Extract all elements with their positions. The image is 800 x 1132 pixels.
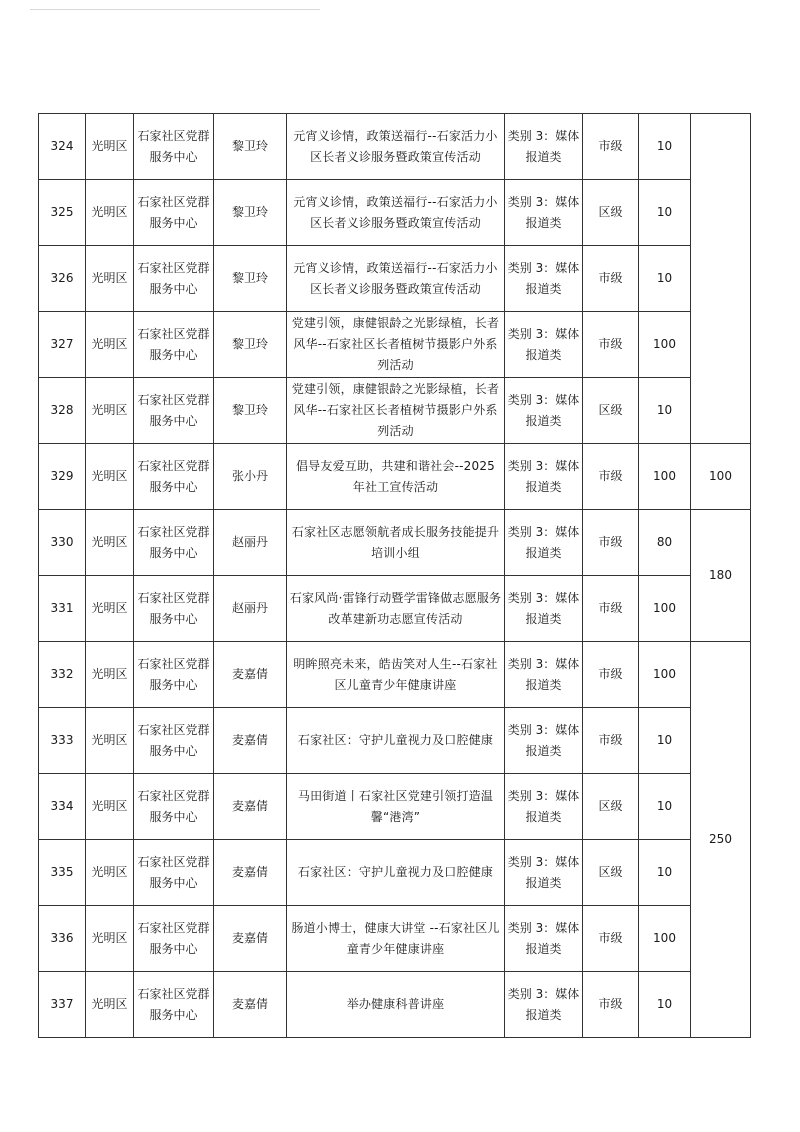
unit-cell: 石家社区党群服务中心 (134, 180, 214, 246)
score-cell: 10 (639, 180, 691, 246)
score-cell: 10 (639, 246, 691, 312)
score-cell: 10 (639, 972, 691, 1038)
row-number: 332 (39, 642, 86, 708)
activity-cell: 倡导友爱互助，共建和谐社会--2025 年社工宣传活动 (287, 444, 505, 510)
table-row (39, 114, 751, 180)
district-cell: 光明区 (86, 840, 134, 906)
score-cell: 100 (639, 576, 691, 642)
table-row (39, 576, 751, 642)
category-cell: 类别 3：媒体报道类 (505, 444, 583, 510)
score-cell: 10 (639, 708, 691, 774)
score-cell: 100 (639, 906, 691, 972)
score-table (38, 113, 751, 1038)
score-cell: 100 (639, 312, 691, 378)
level-cell: 市级 (583, 312, 639, 378)
unit-cell: 石家社区党群服务中心 (134, 312, 214, 378)
table-row (39, 246, 751, 312)
category-cell: 类别 3：媒体报道类 (505, 246, 583, 312)
table-row (39, 972, 751, 1038)
person-cell: 黎卫玲 (214, 114, 287, 180)
row-number: 331 (39, 576, 86, 642)
district-cell: 光明区 (86, 576, 134, 642)
level-cell: 市级 (583, 576, 639, 642)
unit-cell: 石家社区党群服务中心 (134, 906, 214, 972)
category-cell: 类别 3：媒体报道类 (505, 972, 583, 1038)
level-cell: 市级 (583, 246, 639, 312)
category-cell: 类别 3：媒体报道类 (505, 510, 583, 576)
category-cell: 类别 3：媒体报道类 (505, 576, 583, 642)
person-cell: 张小丹 (214, 444, 287, 510)
unit-cell: 石家社区党群服务中心 (134, 708, 214, 774)
row-number: 329 (39, 444, 86, 510)
row-number: 335 (39, 840, 86, 906)
category-cell: 类别 3：媒体报道类 (505, 642, 583, 708)
district-cell: 光明区 (86, 246, 134, 312)
person-cell: 麦嘉倩 (214, 906, 287, 972)
person-cell: 麦嘉倩 (214, 972, 287, 1038)
row-number: 325 (39, 180, 86, 246)
table-row (39, 180, 751, 246)
group-total-cell: 250 (691, 642, 751, 1038)
district-cell: 光明区 (86, 510, 134, 576)
activity-cell: 石家风尚·雷锋行动暨学雷锋做志愿服务改革建新功志愿宣传活动 (287, 576, 505, 642)
unit-cell: 石家社区党群服务中心 (134, 840, 214, 906)
score-cell: 100 (639, 642, 691, 708)
table-row (39, 444, 751, 510)
table-row (39, 378, 751, 444)
district-cell: 光明区 (86, 642, 134, 708)
page-top-rule (30, 9, 320, 10)
unit-cell: 石家社区党群服务中心 (134, 444, 214, 510)
district-cell: 光明区 (86, 180, 134, 246)
score-cell: 10 (639, 378, 691, 444)
score-cell: 10 (639, 114, 691, 180)
row-number: 330 (39, 510, 86, 576)
category-cell: 类别 3：媒体报道类 (505, 708, 583, 774)
row-number: 324 (39, 114, 86, 180)
table-row (39, 642, 751, 708)
table-row (39, 510, 751, 576)
row-number: 334 (39, 774, 86, 840)
activity-cell: 党建引领，康健银龄之光影绿植，长者风华--石家社区长者植树节摄影户外系列活动 (287, 312, 505, 378)
row-number: 326 (39, 246, 86, 312)
level-cell: 市级 (583, 114, 639, 180)
district-cell: 光明区 (86, 906, 134, 972)
person-cell: 赵丽丹 (214, 576, 287, 642)
level-cell: 区级 (583, 840, 639, 906)
level-cell: 市级 (583, 642, 639, 708)
activity-cell: 元宵义诊情，政策送福行--石家活力小区长者义诊服务暨政策宣传活动 (287, 180, 505, 246)
activity-cell: 明眸照亮未来，皓齿笑对人生--石家社区儿童青少年健康讲座 (287, 642, 505, 708)
unit-cell: 石家社区党群服务中心 (134, 114, 214, 180)
level-cell: 市级 (583, 906, 639, 972)
group-total-cell (691, 114, 751, 444)
row-number: 333 (39, 708, 86, 774)
unit-cell: 石家社区党群服务中心 (134, 972, 214, 1038)
score-cell: 80 (639, 510, 691, 576)
category-cell: 类别 3：媒体报道类 (505, 180, 583, 246)
row-number: 337 (39, 972, 86, 1038)
score-cell: 10 (639, 840, 691, 906)
unit-cell: 石家社区党群服务中心 (134, 378, 214, 444)
category-cell: 类别 3：媒体报道类 (505, 906, 583, 972)
category-cell: 类别 3：媒体报道类 (505, 840, 583, 906)
person-cell: 黎卫玲 (214, 180, 287, 246)
activity-cell: 石家社区志愿领航者成长服务技能提升培训小组 (287, 510, 505, 576)
row-number: 336 (39, 906, 86, 972)
table-row (39, 906, 751, 972)
level-cell: 市级 (583, 444, 639, 510)
person-cell: 麦嘉倩 (214, 708, 287, 774)
category-cell: 类别 3：媒体报道类 (505, 774, 583, 840)
activity-cell: 元宵义诊情，政策送福行--石家活力小区长者义诊服务暨政策宣传活动 (287, 114, 505, 180)
activity-cell: 肠道小博士，健康大讲堂 --石家社区儿童青少年健康讲座 (287, 906, 505, 972)
person-cell: 黎卫玲 (214, 312, 287, 378)
category-cell: 类别 3：媒体报道类 (505, 378, 583, 444)
unit-cell: 石家社区党群服务中心 (134, 576, 214, 642)
table-row (39, 840, 751, 906)
activity-cell: 石家社区：守护儿童视力及口腔健康 (287, 708, 505, 774)
table-row (39, 708, 751, 774)
activity-cell: 马田街道丨石家社区党建引领打造温馨“港湾” (287, 774, 505, 840)
table-row (39, 312, 751, 378)
person-cell: 黎卫玲 (214, 378, 287, 444)
district-cell: 光明区 (86, 444, 134, 510)
category-cell: 类别 3：媒体报道类 (505, 114, 583, 180)
score-cell: 100 (639, 444, 691, 510)
person-cell: 黎卫玲 (214, 246, 287, 312)
table-row (39, 774, 751, 840)
activity-cell: 举办健康科普讲座 (287, 972, 505, 1038)
district-cell: 光明区 (86, 114, 134, 180)
group-total-cell: 180 (691, 510, 751, 642)
activity-cell: 元宵义诊情，政策送福行--石家活力小区长者义诊服务暨政策宣传活动 (287, 246, 505, 312)
unit-cell: 石家社区党群服务中心 (134, 774, 214, 840)
category-cell: 类别 3：媒体报道类 (505, 312, 583, 378)
level-cell: 区级 (583, 180, 639, 246)
person-cell: 麦嘉倩 (214, 774, 287, 840)
row-number: 328 (39, 378, 86, 444)
district-cell: 光明区 (86, 312, 134, 378)
person-cell: 赵丽丹 (214, 510, 287, 576)
district-cell: 光明区 (86, 708, 134, 774)
level-cell: 区级 (583, 378, 639, 444)
score-cell: 10 (639, 774, 691, 840)
activity-cell: 党建引领，康健银龄之光影绿植，长者风华--石家社区长者植树节摄影户外系列活动 (287, 378, 505, 444)
table-body (39, 114, 751, 1038)
person-cell: 麦嘉倩 (214, 840, 287, 906)
unit-cell: 石家社区党群服务中心 (134, 510, 214, 576)
level-cell: 市级 (583, 708, 639, 774)
level-cell: 市级 (583, 510, 639, 576)
level-cell: 市级 (583, 972, 639, 1038)
district-cell: 光明区 (86, 972, 134, 1038)
unit-cell: 石家社区党群服务中心 (134, 642, 214, 708)
unit-cell: 石家社区党群服务中心 (134, 246, 214, 312)
level-cell: 区级 (583, 774, 639, 840)
person-cell: 麦嘉倩 (214, 642, 287, 708)
group-total-cell: 100 (691, 444, 751, 510)
activity-cell: 石家社区：守护儿童视力及口腔健康 (287, 840, 505, 906)
district-cell: 光明区 (86, 774, 134, 840)
district-cell: 光明区 (86, 378, 134, 444)
row-number: 327 (39, 312, 86, 378)
